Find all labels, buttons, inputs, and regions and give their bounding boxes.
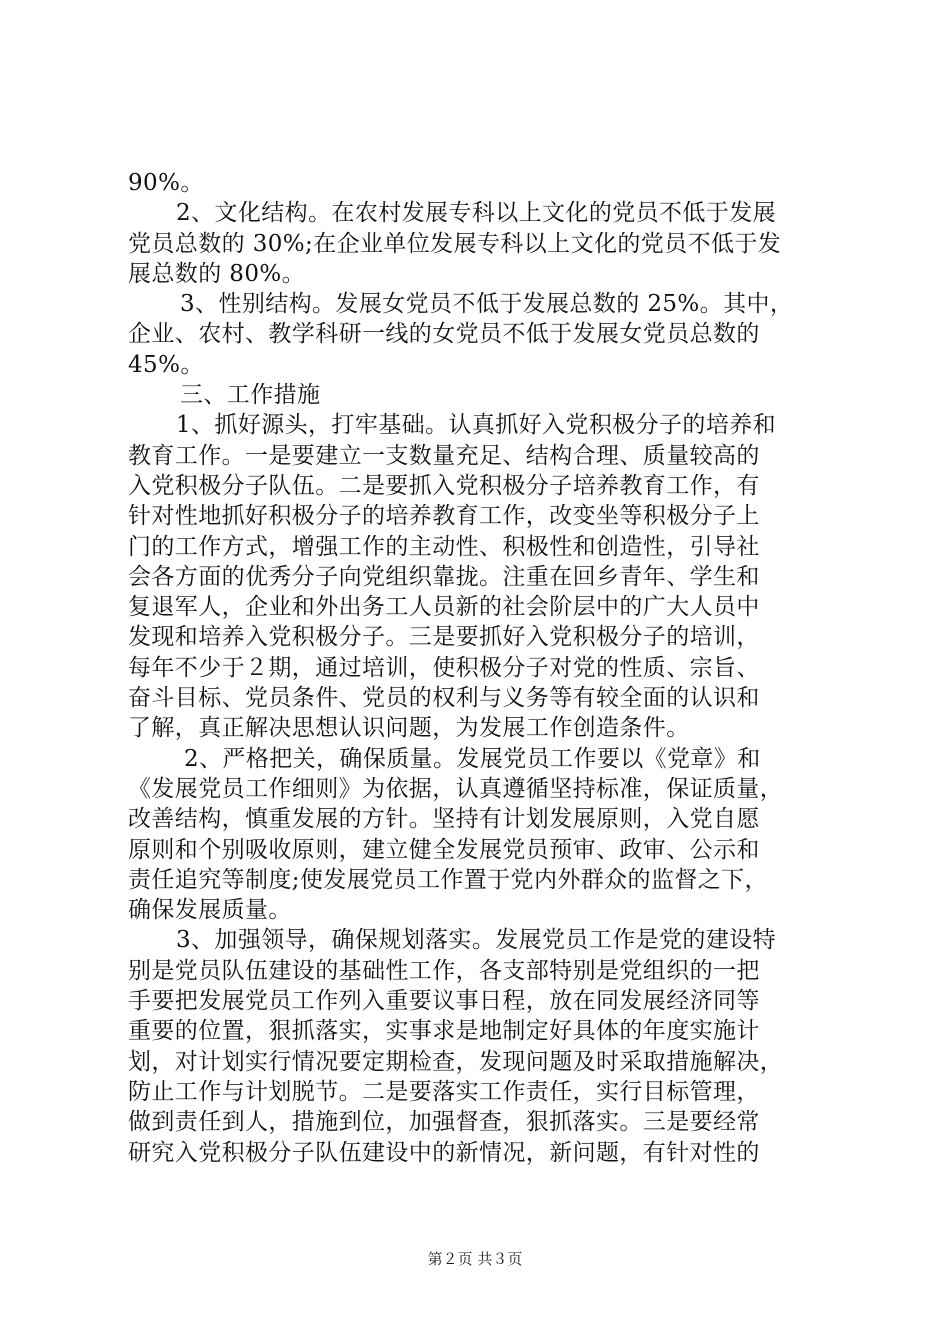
text-line: 门的工作方式，增强工作的主动性、积极性和创造性，引导社: [128, 533, 760, 560]
text-line: 《发展党员工作细则》为依据，认真遵循坚持标准，保证质量，: [128, 775, 784, 802]
text-line: 90%。: [128, 170, 204, 196]
text-line: 改善结构，慎重发展的方针。坚持有计划发展原则，入党自愿: [128, 806, 760, 833]
text-line: 奋斗目标、党员条件、党员的权利与义务等有较全面的认识和: [128, 685, 760, 712]
text-line: 展总数的 80%。: [128, 260, 306, 287]
text-line: 企业、农村、教学科研一线的女党员不低于发展女党员总数的: [128, 321, 760, 348]
text-line: 责任追究等制度;使发展党员工作置于党内外群众的监督之下，: [128, 866, 768, 893]
text-line: 发现和培养入党积极分子。三是要抓好入党积极分子的培训，: [128, 624, 760, 651]
text-line: 3、性别结构。发展女党员不低于发展总数的 25%。其中，: [180, 291, 794, 318]
page-number-footer: 第２页 共３页: [427, 1250, 523, 1268]
text-line: 手要把发展党员工作列入重要议事日程，放在同发展经济同等: [128, 988, 760, 1015]
section-heading: 三、工作措施: [180, 382, 321, 409]
text-line: 每年不少于２期，通过培训，使积极分子对党的性质、宗旨、: [128, 654, 760, 681]
text-line: 教育工作。一是要建立一支数量充足、结构合理、质量较高的: [128, 442, 760, 469]
text-line: 确保发展质量。: [128, 897, 292, 924]
text-line: 党员总数的 30%;在企业单位发展专科以上文化的党员不低于发: [128, 230, 782, 257]
text-line: 45%。: [128, 351, 204, 378]
document-body: [128, 168, 833, 1168]
text-line: 做到责任到人，措施到位，加强督查，狠抓落实。三是要经常: [128, 1109, 760, 1136]
text-line: 重要的位置，狠抓落实，实事求是地制定好具体的年度实施计: [128, 1018, 760, 1045]
text-line: 2、严格把关，确保质量。发展党员工作要以《党章》和: [184, 745, 761, 772]
text-line: 了解，真正解决思想认识问题，为发展工作创造条件。: [128, 715, 690, 742]
text-line: 复退军人，企业和外出务工人员新的社会阶层中的广大人员中: [128, 594, 760, 621]
text-line: 2、文化结构。在农村发展专科以上文化的党员不低于发展: [176, 200, 777, 227]
text-line: 原则和个别吸收原则，建立健全发展党员预审、政审、公示和: [128, 836, 760, 863]
text-line: 针对性地抓好积极分子的培养教育工作，改变坐等积极分子上: [128, 503, 760, 530]
text-line: 研究入党积极分子队伍建设中的新情况，新问题，有针对性的: [128, 1139, 760, 1166]
text-line: 入党积极分子队伍。二是要抓入党积极分子培养教育工作，有: [128, 472, 760, 499]
text-line: 1、抓好源头，打牢基础。认真抓好入党积极分子的培养和: [176, 412, 777, 439]
text-line: 防止工作与计划脱节。二是要落实工作责任，实行目标管理，: [128, 1078, 760, 1105]
text-line: 3、加强领导，确保规划落实。发展党员工作是党的建设特: [176, 927, 777, 954]
text-line: 划，对计划实行情况要定期检查，发现问题及时采取措施解决，: [128, 1048, 784, 1075]
text-line: 会各方面的优秀分子向党组织靠拢。注重在回乡青年、学生和: [128, 563, 760, 590]
text-line: 别是党员队伍建设的基础性工作，各支部特别是党组织的一把: [128, 957, 760, 984]
